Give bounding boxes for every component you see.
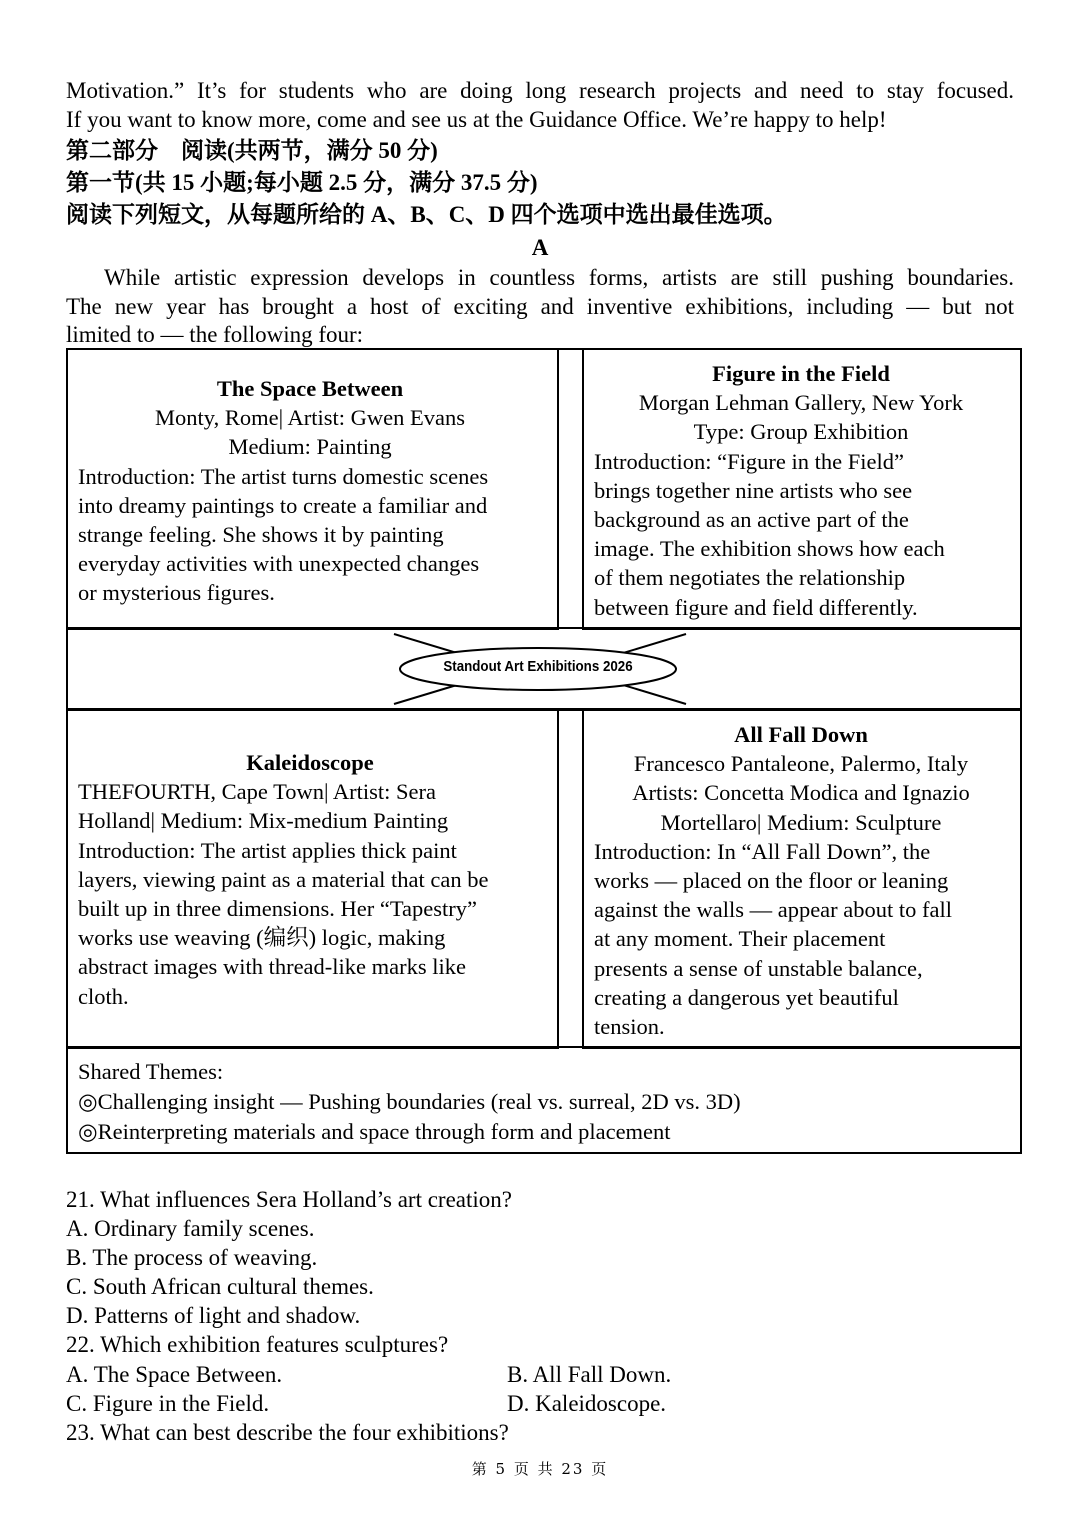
question-23: 23. What can best describe the four exhibitions? xyxy=(66,1420,509,1445)
option-22-a: A. The Space Between. xyxy=(66,1362,283,1387)
exhibition-intro: cloth. xyxy=(78,983,129,1009)
exhibition-all-fall-down xyxy=(594,720,1008,1041)
exhibition-intro: works — placed on the floor or leaning xyxy=(594,868,949,894)
shared-themes xyxy=(78,1057,1008,1147)
exhibition-space-between xyxy=(78,374,542,608)
passage-line-1: While artistic expression develops in countless forms, artists are still pushing boundaries. xyxy=(104,265,1014,290)
themes-heading: Shared Themes: xyxy=(78,1059,224,1084)
exhibition-intro: against the walls — appear about to fall xyxy=(594,897,953,923)
theme-item: ◎Challenging insight — Pushing boundaries (real vs. surreal, 2D vs. 3D) xyxy=(78,1089,741,1114)
option-21-a: A. Ordinary family scenes. xyxy=(66,1216,315,1241)
exhibition-intro: Introduction: The artist turns domestic scenes xyxy=(78,463,489,489)
exhibition-intro: tension. xyxy=(594,1014,665,1040)
exhibition-title: Figure in the Field xyxy=(712,361,890,386)
exhibition-intro: between figure and field differently. xyxy=(594,594,918,620)
page-footer: 第 5 页 共 23 页 xyxy=(471,1460,609,1478)
passage-line-2: The new year has brought a host of exciting and inventive exhibitions, including — but not xyxy=(66,294,1014,319)
exhibition-line: Francesco Pantaleone, Palermo, Italy xyxy=(633,751,969,777)
option-22-d: D. Kaleidoscope. xyxy=(507,1391,667,1416)
gap-bottom xyxy=(557,708,584,1049)
exhibition-intro: strange feeling. She shows it by painting xyxy=(78,522,444,548)
question-22: 22. Which exhibition features sculptures? xyxy=(66,1332,449,1357)
exhibition-intro: layers, viewing paint as a material that can be xyxy=(78,866,489,892)
exhibition-line: Monty, Rome| Artist: Gwen Evans xyxy=(155,405,465,431)
exhibition-intro: Introduction: The artist applies thick paint xyxy=(78,837,457,863)
exhibition-intro: background as an active part of the xyxy=(594,507,909,533)
exhibition-intro: Introduction: “Figure in the Field” xyxy=(594,448,904,474)
option-21-c: C. South African cultural themes. xyxy=(66,1274,374,1299)
gap-top xyxy=(557,348,584,630)
exhibition-title: The Space Between xyxy=(216,376,404,401)
exhibition-intro: of them negotiates the relationship xyxy=(594,565,906,591)
exhibition-intro: into dreamy paintings to create a familiar and xyxy=(78,492,488,518)
exhibition-intro: built up in three dimensions. Her “Tapestry” xyxy=(78,896,477,922)
exhibition-line: Artists: Concetta Modica and Ignazio xyxy=(632,780,970,806)
section-part-heading: 第二部分 阅读(共两节，满分 50 分) xyxy=(66,138,438,163)
exhibition-figure-field xyxy=(594,359,1008,622)
banner-label: Standout Art Exhibitions 2026 xyxy=(443,659,633,675)
exhibition-intro: everyday activities with unexpected changes xyxy=(78,551,480,577)
exhibition-title: All Fall Down xyxy=(734,722,868,747)
theme-item: ◎Reinterpreting materials and space through form and placement xyxy=(78,1119,671,1144)
option-21-b: B. The process of weaving. xyxy=(66,1245,318,1270)
question-21: 21. What influences Sera Holland’s art creation? xyxy=(66,1187,512,1212)
option-21-d: D. Patterns of light and shadow. xyxy=(66,1303,361,1328)
option-22-b: B. All Fall Down. xyxy=(507,1362,672,1387)
exhibition-intro: abstract images with thread-like marks like xyxy=(78,954,466,980)
exhibition-intro: creating a dangerous yet beautiful xyxy=(594,984,899,1010)
exhibition-intro: presents a sense of unstable balance, xyxy=(594,955,923,981)
exhibition-intro: THEFOURTH, Cape Town| Artist: Sera xyxy=(78,779,437,805)
exhibition-title: Kaleidoscope xyxy=(246,750,374,775)
exhibition-line: Type: Group Exhibition xyxy=(693,419,909,445)
intro-line-2: If you want to know more, come and see us at the Guidance Office. We’re happy to help! xyxy=(66,107,887,132)
exhibition-kaleidoscope xyxy=(78,748,542,1011)
exhibition-intro: at any moment. Their placement xyxy=(594,926,886,952)
intro-line-1: Motivation.” It’s for students who are doing long research projects and need to stay focused. xyxy=(66,78,1014,103)
exhibition-line: Medium: Painting xyxy=(228,434,392,460)
exhibition-line: Morgan Lehman Gallery, New York xyxy=(638,390,964,416)
exhibition-intro: or mysterious figures. xyxy=(78,580,275,606)
exhibition-intro: brings together nine artists who see xyxy=(594,477,913,503)
option-22-c: C. Figure in the Field. xyxy=(66,1391,270,1416)
passage-letter: A xyxy=(531,235,549,260)
exhibition-line: Mortellaro| Medium: Sculpture xyxy=(660,809,942,835)
passage-line-3: limited to — the following four: xyxy=(66,322,364,347)
section-instruction: 阅读下列短文，从每题所给的 A、B、C、D 四个选项中选出最佳选项。 xyxy=(66,202,787,227)
exhibition-intro: image. The exhibition shows how each xyxy=(594,536,945,562)
exhibition-intro: works use weaving (编织) logic, making xyxy=(78,925,446,951)
section-sub-heading: 第一节(共 15 小题;每小题 2.5 分，满分 37.5 分) xyxy=(66,170,538,195)
exhibition-intro: Holland| Medium: Mix-medium Painting xyxy=(78,808,449,834)
exhibition-intro: Introduction: In “All Fall Down”, the xyxy=(594,838,931,864)
